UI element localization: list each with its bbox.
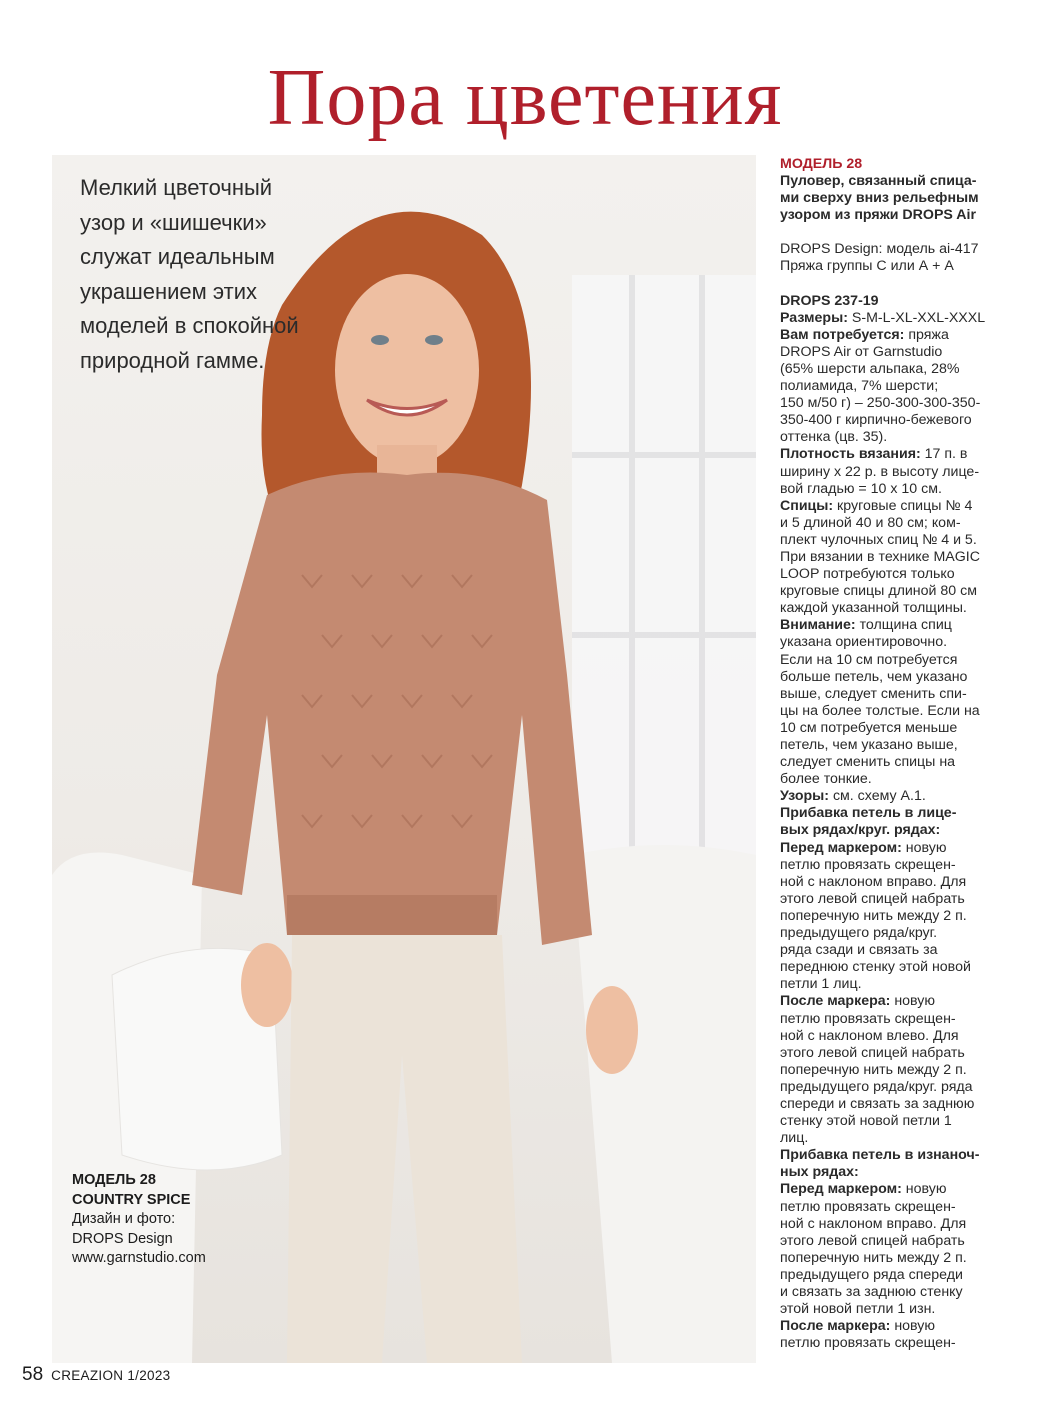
text-line: и 5 длиной 40 и 80 см; ком- [780, 514, 961, 531]
text-line: следует сменить спицы на [780, 754, 956, 771]
text-line: и связать за заднюю стенку [780, 1284, 963, 1300]
need-label: Вам потребуется: [780, 326, 905, 343]
gauge [780, 446, 1020, 463]
before-marker-value: новую [901, 839, 947, 856]
needles [780, 498, 1020, 515]
section-heading: ных рядах: [780, 1164, 859, 1181]
photo-caption [72, 1171, 372, 1269]
needles-label: Спицы: [780, 497, 834, 514]
need [780, 327, 1020, 344]
headline-line: Пуловер, связанный спица- [780, 173, 977, 190]
text-line: петлю провязать скрещен- [780, 856, 956, 873]
page-number: 58 [22, 1364, 44, 1385]
text-line: больше петель, чем указано [780, 668, 968, 685]
model-label: МОДЕЛЬ 28 [780, 156, 863, 172]
lead-text [80, 171, 380, 378]
lead-line: узор и «шишечки» [80, 209, 267, 235]
text-line: спереди и связать за заднюю [780, 1095, 975, 1112]
text-line: переднюю стенку этой новой [780, 959, 971, 976]
patterns-value: см. схему А.1. [829, 788, 926, 805]
text-line: 150 м/50 г) – 250-300-300-350- [780, 395, 981, 412]
text-line: полиамида, 7% шерсти; [780, 378, 939, 395]
attention-label: Внимание: [780, 617, 856, 634]
woman-in-sweater-photo [52, 155, 756, 1363]
text-line: этой новой петли 1 изн. [780, 1301, 936, 1318]
text-line: вой гладью = 10 х 10 см. [780, 480, 942, 497]
design-line: DROPS Design: модель ai-417 [780, 241, 979, 258]
text-line: Если на 10 см потребуется [780, 651, 958, 668]
text-line: поперечную нить между 2 п. [780, 1061, 967, 1078]
text-line: каждой указанной толщины. [780, 600, 967, 617]
need-value: пряжа [904, 326, 949, 343]
after-marker-value: новую [890, 993, 936, 1010]
text-line: петлю провязать скрещен- [780, 1198, 956, 1215]
caption-name: COUNTRY SPICE [72, 1191, 191, 1208]
text-line: оттенка (цв. 35). [780, 429, 888, 446]
section-heading: Прибавка петель в лице- [780, 805, 957, 822]
lead-line: Мелкий цветочный [80, 175, 273, 200]
sizes-label: Размеры: [780, 309, 848, 326]
text-line: стенку этой новой петли 1 [780, 1113, 952, 1130]
after-marker-label: После маркера: [780, 993, 891, 1010]
text-line: лиц. [780, 1130, 809, 1147]
section-heading: Прибавка петель в изнаноч- [780, 1147, 980, 1164]
text-line: петли 1 лиц. [780, 976, 862, 993]
window [572, 275, 756, 895]
lead-line: моделей в спокойной [80, 313, 299, 338]
text-line: этого левой спицей набрать [780, 1044, 965, 1061]
caption-credit: Дизайн и фото: [72, 1211, 176, 1227]
text-line: более тонкие. [780, 771, 872, 788]
attention [780, 617, 1020, 634]
patterns [780, 788, 1020, 805]
needles-value: круговые спицы № 4 [833, 497, 973, 514]
text-line: петлю провязать скрещен- [780, 1010, 956, 1027]
before-marker-label: Перед маркером: [780, 1181, 902, 1198]
text-line: поперечную нить между 2 п. [780, 907, 967, 924]
text-line: 350-400 г кирпично-бежевого [780, 412, 972, 429]
text-line: этого левой спицей набрать [780, 1232, 965, 1249]
text-line: этого левой спицей набрать [780, 890, 965, 907]
patterns-label: Узоры: [780, 788, 829, 805]
text-line: (65% шерсти альпака, 28% [780, 360, 960, 377]
text-line: петлю провязать скрещен- [780, 1335, 956, 1352]
text-line: 10 см потребуется меньше [780, 719, 958, 736]
after-marker [780, 1318, 1020, 1335]
caption-url: www.garnstudio.com [72, 1250, 206, 1266]
sizes [780, 310, 1020, 327]
text-line: предыдущего ряда спереди [780, 1266, 963, 1283]
text-line: предыдущего ряда/круг. ряда [780, 1078, 973, 1095]
text-line: указана ориентировочно. [780, 634, 948, 651]
caption-credit: DROPS Design [72, 1230, 173, 1247]
text-line: ной с наклоном вправо. Для [780, 1215, 967, 1232]
text-line: выше, следует сменить спи- [780, 685, 967, 702]
before-marker-label: Перед маркером: [780, 839, 902, 856]
text-line: цы на более толстые. Если на [780, 702, 980, 719]
lead-line: служат идеальным [80, 244, 275, 269]
text-line: При вязании в технике MAGIC [780, 548, 980, 565]
before-marker [780, 1181, 1020, 1198]
attention-value: толщина спиц [855, 617, 952, 634]
text-line: предыдущего ряда/круг. [780, 925, 938, 942]
text-line: ной с наклоном влево. Для [780, 1027, 959, 1044]
after-marker-label: После маркера: [780, 1318, 891, 1335]
text-line: ной с наклоном вправо. Для [780, 873, 967, 890]
caption-model: МОДЕЛЬ 28 [72, 1172, 156, 1188]
text-line: LOOP потребуются только [780, 566, 955, 583]
text-line: круговые спицы длиной 80 см [780, 583, 977, 600]
text-line: плект чулочных спиц № 4 и 5. [780, 531, 977, 548]
page-footer [22, 1364, 170, 1390]
after-marker [780, 993, 1020, 1010]
before-marker [780, 840, 1020, 857]
text-line: петель, чем указано выше, [780, 737, 958, 753]
headline-line: узором из пряжи DROPS Air [780, 207, 976, 224]
gauge-value: 17 п. в [920, 446, 968, 463]
lead-line: украшением этих [80, 278, 257, 304]
design-code: DROPS 237-19 [780, 292, 879, 309]
text-line: DROPS Air от Garnstudio [780, 343, 943, 360]
yarn-group: Пряжа группы С или А + А [780, 258, 954, 275]
magazine-issue: CREAZION 1/2023 [51, 1368, 171, 1383]
before-marker-value: новую [901, 1181, 947, 1198]
page-title: Пора цветения [267, 54, 783, 142]
text-line: ширину х 22 р. в высоту лице- [780, 463, 980, 480]
article-column [780, 156, 1020, 1352]
text-line: поперечную нить между 2 п. [780, 1249, 967, 1266]
text-line: ряда сзади и связать за [780, 942, 938, 959]
section-heading: вых рядах/круг. рядах: [780, 822, 941, 839]
after-marker-value: новую [890, 1318, 936, 1335]
headline-line: ми сверху вниз рельефным [780, 190, 979, 207]
gauge-label: Плотность вязания: [780, 446, 921, 463]
sizes-value: S-M-L-XL-XXL-XXXL [847, 309, 986, 326]
lead-line: природной гамме. [80, 347, 265, 373]
